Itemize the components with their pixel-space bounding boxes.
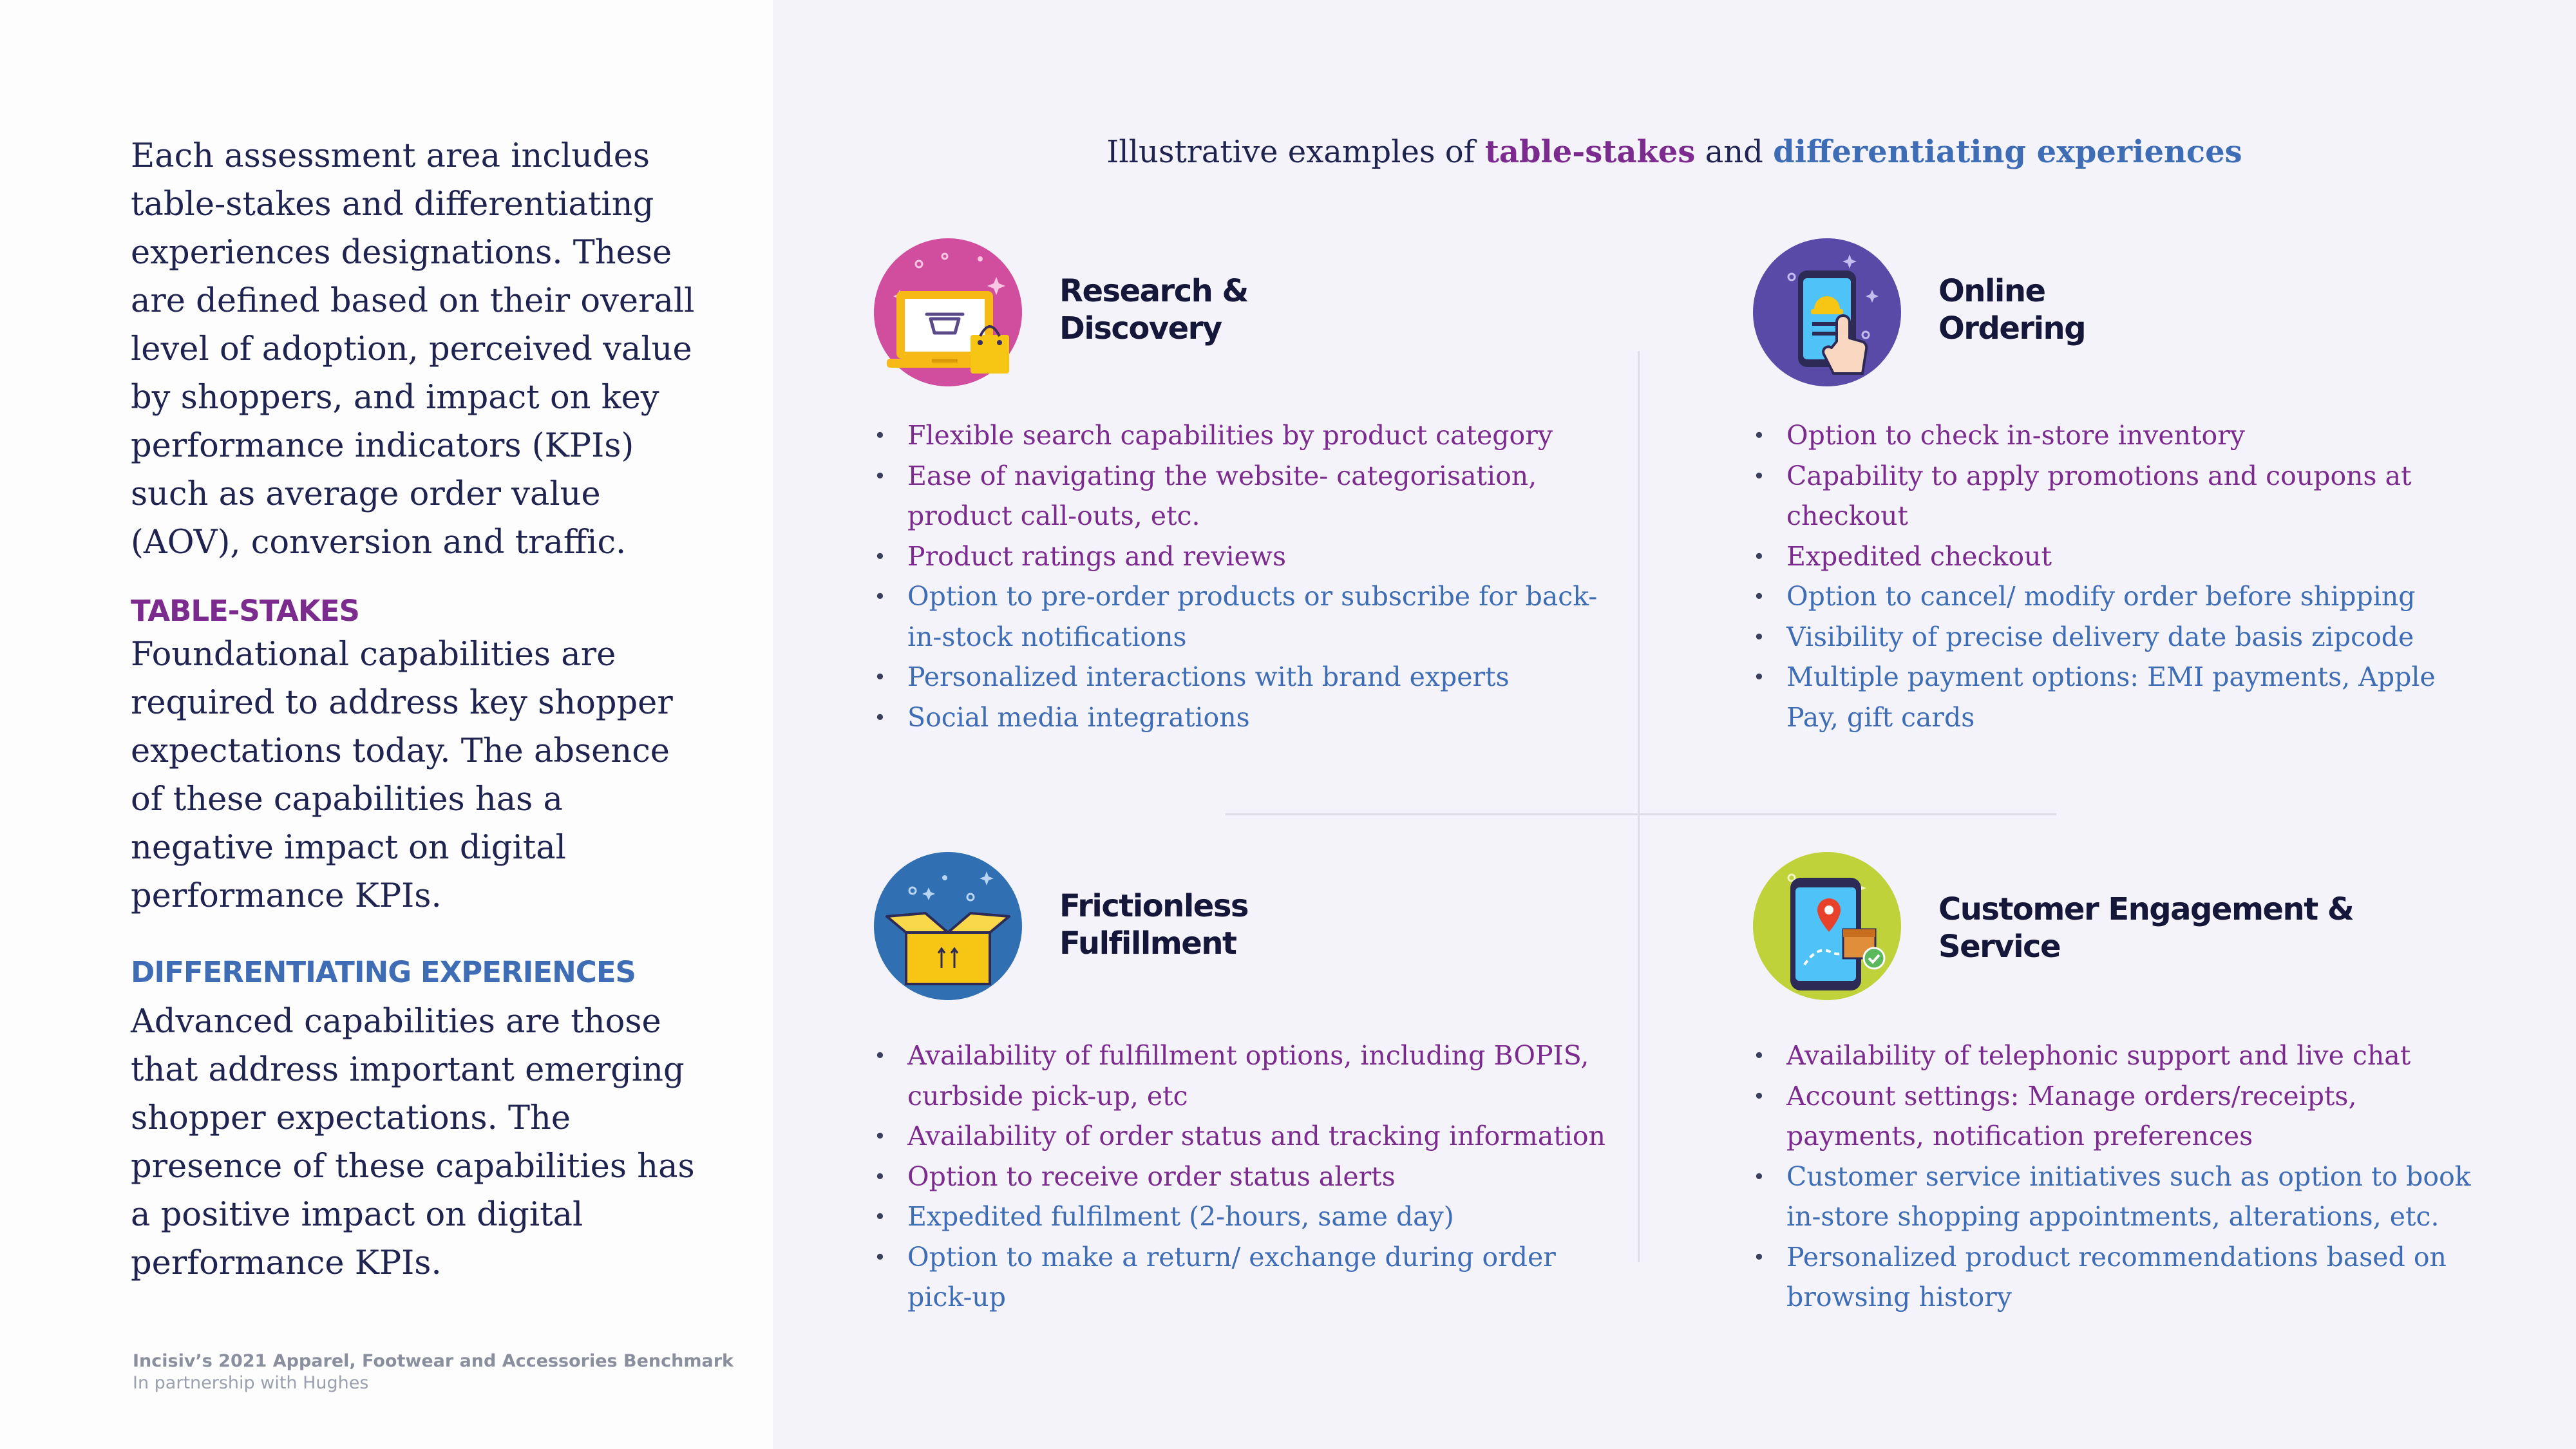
- category-title-line1: Frictionless: [1059, 888, 1248, 924]
- category-title-line2: Fulfillment: [1059, 925, 1236, 961]
- category-title-line1: Customer Engagement &: [1938, 891, 2354, 927]
- laptop-shopping-bag-icon: [874, 238, 1022, 386]
- list-item: • Availability of fulfillment options, including BOPIS, curbside pick-up, etc: [874, 1036, 1608, 1116]
- footer-partner: In partnership with Hughes: [133, 1373, 369, 1393]
- list-item: • Product ratings and reviews: [874, 536, 1608, 577]
- list-item: • Flexible search capabilities by product category: [874, 415, 1608, 456]
- frictionless-fulfillment-list: [874, 1036, 1608, 1318]
- list-item: • Personalized product recommendations based on browsing history: [1753, 1237, 2487, 1318]
- list-item: • Option to make a return/ exchange during order pick-up: [874, 1237, 1608, 1318]
- online-ordering-list: [1753, 415, 2487, 737]
- mobile-ordering-hand-icon: [1753, 238, 1901, 386]
- list-item: • Capability to apply promotions and coupons at checkout: [1753, 456, 2487, 536]
- category-title-line2: Service: [1938, 929, 2061, 965]
- list-item: • Option to pre-order products or subscribe for back-in-stock notifications: [874, 576, 1608, 657]
- headline-middle: and: [1695, 134, 1774, 170]
- list-item: • Expedited fulfilment (2-hours, same day): [874, 1197, 1608, 1237]
- list-item: • Multiple payment options: EMI payments, Apple Pay, gift cards: [1753, 657, 2487, 737]
- headline-table-stakes: table-stakes: [1484, 134, 1696, 170]
- category-title-line2: Discovery: [1059, 310, 1222, 346]
- list-item: • Customer service initiatives such as option to book in-store shopping appointments, alterations, etc.: [1753, 1157, 2487, 1237]
- list-item: • Visibility of precise delivery date basis zipcode: [1753, 617, 2487, 658]
- headline-prefix: Illustrative examples of: [1106, 134, 1485, 170]
- vertical-divider: [1638, 351, 1640, 1262]
- differentiating-body: Advanced capabilities are those that address important emerging shopper expectations. The presence of these capabilities has a positive impact on digital performance KPIs.: [131, 1003, 695, 1282]
- category-title-line1: Research &: [1059, 273, 1248, 309]
- list-item: • Availability of telephonic support and live chat: [1753, 1036, 2487, 1076]
- category-title-line1: Online: [1938, 273, 2045, 309]
- intro-text: Each assessment area includes table-stakes and differentiating experiences designations. These are defined based on their overall level of adoption, perceived value by shoppers, and impact on key performance indicators (KPIs) such as average order value (AOV), conversion and traffic.: [131, 137, 695, 562]
- category-title-customer-engagement: [1938, 891, 2376, 965]
- list-item: • Option to cancel/ modify order before shipping: [1753, 576, 2487, 617]
- table-stakes-heading: TABLE-STAKES: [131, 594, 359, 628]
- list-item: • Personalized interactions with brand experts: [874, 657, 1608, 697]
- category-title-research-discovery: [1059, 272, 1497, 347]
- list-item: • Option to receive order status alerts: [874, 1157, 1608, 1197]
- list-item: • Social media integrations: [874, 697, 1608, 738]
- category-title-frictionless-fulfillment: [1059, 887, 1497, 962]
- horizontal-divider: [1226, 813, 2056, 815]
- category-title-online-ordering: [1938, 272, 2376, 347]
- headline: [773, 134, 2576, 170]
- headline-differentiating: differentiating experiences: [1773, 134, 2242, 170]
- differentiating-heading: DIFFERENTIATING EXPERIENCES: [131, 955, 636, 989]
- left-panel: [0, 0, 773, 1449]
- table-stakes-body: Foundational capabilities are required to address key shopper expectations today. The absence of these capabilities has a negative impact on digital performance KPIs.: [131, 636, 673, 915]
- list-item: • Ease of navigating the website- categorisation, product call-outs, etc.: [874, 456, 1608, 536]
- research-discovery-list: [874, 415, 1608, 737]
- customer-engagement-list: [1753, 1036, 2487, 1318]
- category-title-line2: Ordering: [1938, 310, 2086, 346]
- footer-title: Incisiv’s 2021 Apparel, Footwear and Accessories Benchmark: [133, 1351, 734, 1371]
- list-item: • Account settings: Manage orders/receipts, payments, notification preferences: [1753, 1076, 2487, 1157]
- mobile-delivery-icon: [1753, 852, 1901, 1000]
- list-item: • Availability of order status and tracking information: [874, 1116, 1608, 1157]
- open-box-icon: [874, 852, 1022, 1000]
- list-item: • Expedited checkout: [1753, 536, 2487, 577]
- list-item: • Option to check in-store inventory: [1753, 415, 2487, 456]
